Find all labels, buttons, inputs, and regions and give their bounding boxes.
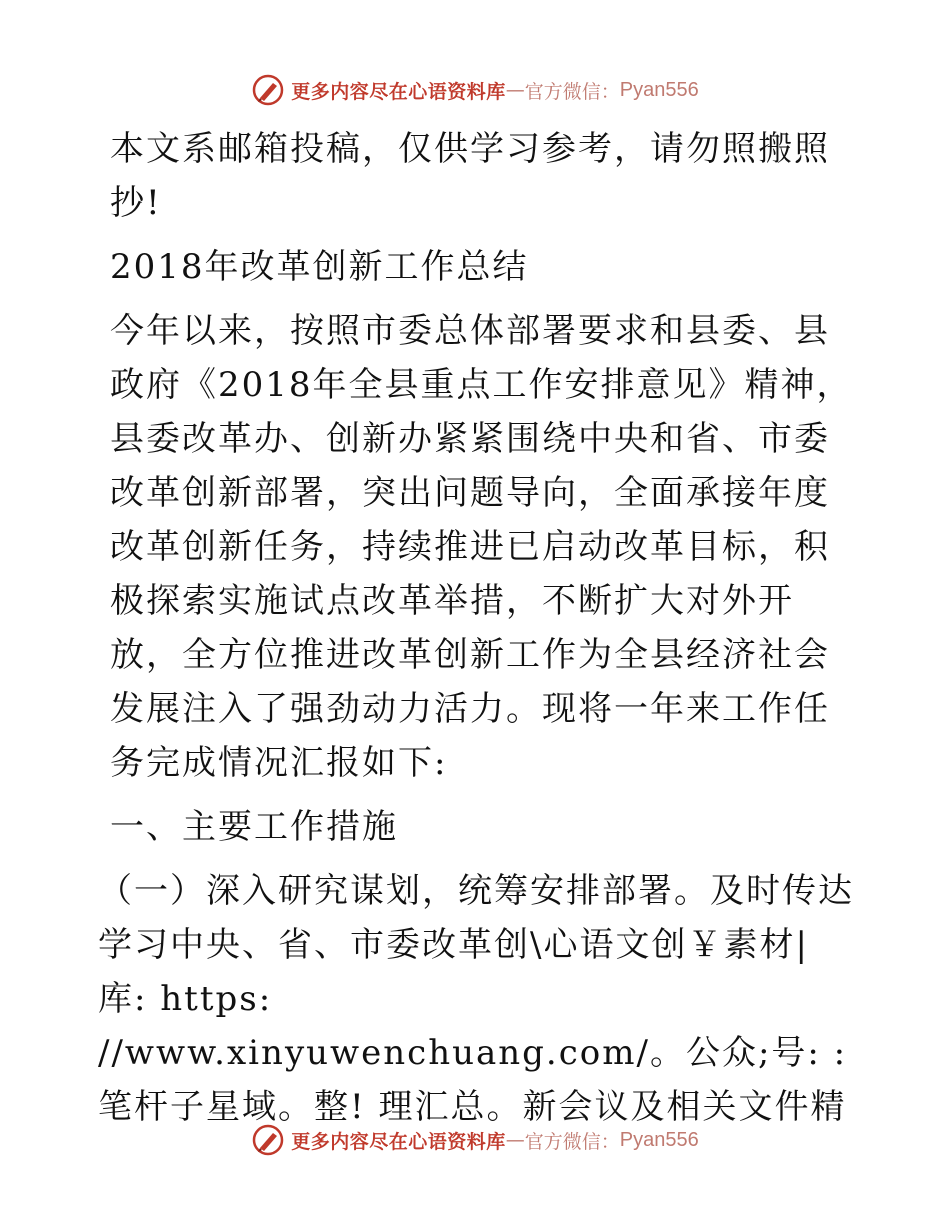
copy-notice: 本文系邮箱投稿，仅供学习参考，请勿照搬照抄! [110,129,830,223]
footer-watermark-banner [0,1120,950,1160]
banner-sub-text: 官方微信： [524,1130,620,1153]
pen-logo-icon [251,73,285,107]
banner-wechat-id: Pyan556 [619,1128,699,1151]
banner-main-text: 更多内容尽在心语资料库 [291,1130,506,1153]
intro-paragraph: 今年以来，按照市委总体部署要求和县委、县政府《2018年全县重点工作安排意见》精神，县委改革办、创新办紧紧围绕中央和省、市委改革创新部署，突出问题导向，全面承接年度改革创新任务，持续推进已启动改革目标，积极探索实施试点改革举措，不断扩大对外开放，全方位推进改革创新工作为全县经济社会发展注入了强劲动力活力。现将一年来工作任务完成情况汇报如下: [110,311,853,783]
header-watermark-banner [0,70,950,110]
document-title: 2018年改革创新工作总结 [110,247,529,287]
banner-wechat-id: Pyan556 [619,78,699,101]
banner-dash: — [505,1129,525,1151]
section-heading: 一、主要工作措施 [110,807,398,847]
pen-logo-icon [251,1123,285,1157]
banner-sub-text: 官方微信： [524,80,620,103]
banner-dash: — [505,79,525,101]
banner-main-text: 更多内容尽在心语资料库 [291,80,506,103]
subsection-paragraph: （一）深入研究谋划，统筹安排部署。及时传达学习中央、省、市委改革创\心语文创￥素材|库: https: //www.xinyuwenchuang.com/。公众;号: : 笔杆子星域。整! 理汇总。新会议及相关文件精 [98,871,854,1127]
document-body [98,122,858,1144]
